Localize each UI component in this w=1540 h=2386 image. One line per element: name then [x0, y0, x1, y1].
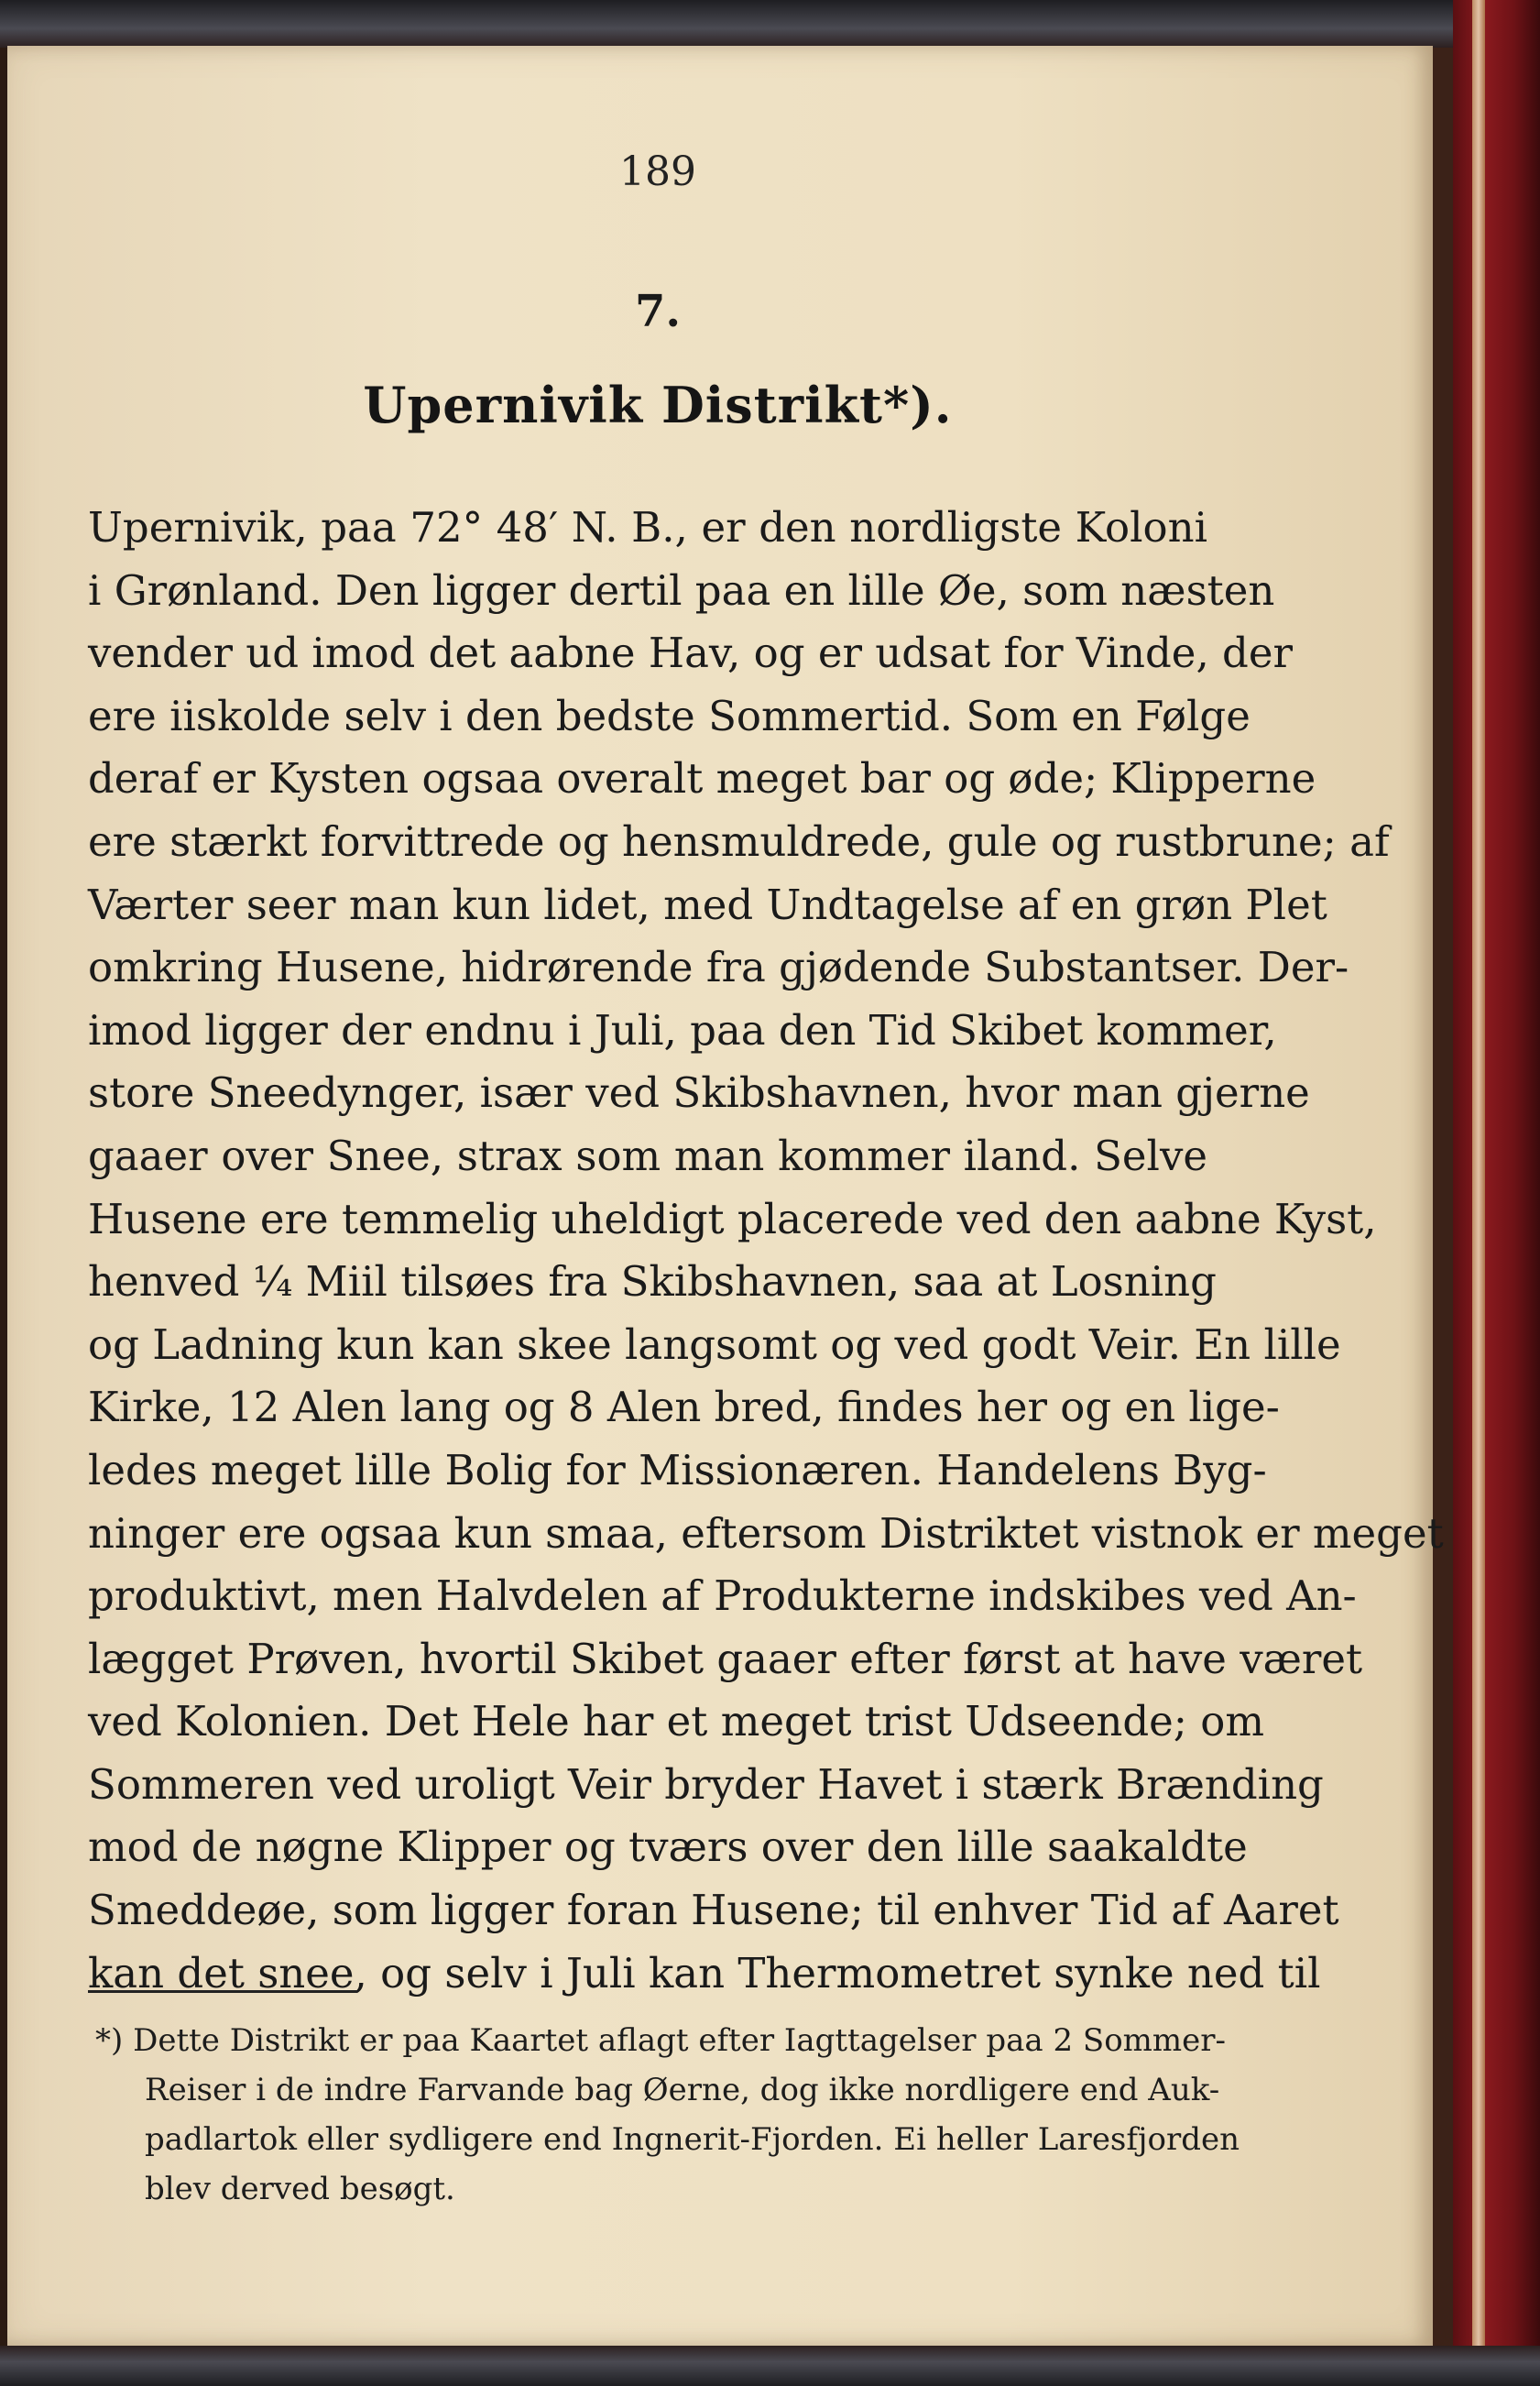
- page-number: 189: [619, 148, 696, 195]
- body-line: kan det snee, og selv i Juli kan Thermometret synke ned til: [88, 1948, 1321, 1997]
- body-line: ved Kolonien. Det Hele har et meget trist Udseende; om: [88, 1697, 1265, 1746]
- body-line: og Ladning kun kan skee langsomt og ved godt Veir. En lille: [88, 1319, 1341, 1369]
- body-line: gaaer over Snee, strax som man kommer iland. Selve: [88, 1131, 1207, 1180]
- section-number: 7.: [634, 286, 682, 337]
- book-page: [7, 46, 1444, 2346]
- body-line: deraf er Kysten ogsaa overalt meget bar og øde; Klipperne: [88, 754, 1316, 804]
- body-line: mod de nøgne Klipper og tværs over den lille saakaldte: [88, 1822, 1248, 1872]
- body-line: Kirke, 12 Alen lang og 8 Alen bred, findes her og en lige-: [88, 1383, 1280, 1432]
- body-text: [88, 497, 1444, 2005]
- footnote-line: *) Dette Distrikt er paa Kaartet aflagt efter Iagttagelser paa 2 Sommer-: [95, 2022, 1227, 2059]
- body-line: store Sneedynger, især ved Skibshavnen, hvor man gjerne: [88, 1068, 1310, 1118]
- body-line: Værter seer man kun lidet, med Undtagelse af en grøn Plet: [88, 880, 1327, 929]
- page-block-edge: [1472, 0, 1485, 2386]
- body-line: omkring Husene, hidrørende fra gjødende Substantser. Der-: [88, 943, 1349, 992]
- body-line: ninger ere ogsaa kun smaa, eftersom Distriktet vistnok er meget: [88, 1508, 1444, 1558]
- body-line: ere iiskolde selv i den bedste Sommertid. Som en Følge: [88, 691, 1251, 740]
- body-line: ledes meget lille Bolig for Missionæren. Handelens Byg-: [88, 1445, 1267, 1494]
- footnote-line: Reiser i de indre Farvande bag Øerne, dog ikke nordligere end Auk-: [145, 2072, 1220, 2108]
- book-cover: [1453, 0, 1540, 2386]
- body-line: henved ¼ Miil tilsøes fra Skibshavnen, saa at Losning: [88, 1257, 1217, 1307]
- body-line: Sommeren ved uroligt Veir bryder Havet i stærk Brænding: [88, 1759, 1324, 1809]
- body-line: produktivt, men Halvdelen af Produkterne indskibes ved An-: [88, 1571, 1357, 1621]
- footnote: [95, 2016, 1240, 2214]
- body-line: ere stærkt forvittrede og hensmuldrede, gule og rustbrune; af: [88, 816, 1390, 866]
- body-line: Upernivik, paa 72° 48′ N. B., er den nordligste Koloni: [88, 503, 1207, 552]
- scan-top-strip: [0, 0, 1540, 48]
- body-line: lægget Prøven, hvortil Skibet gaaer efter først at have været: [88, 1634, 1363, 1683]
- body-line: Husene ere temmelig uheldigt placerede ved den aabne Kyst,: [88, 1194, 1377, 1243]
- body-line: vender ud imod det aabne Hav, og er udsat for Vinde, der: [88, 629, 1293, 678]
- body-line: imod ligger der endnu i Juli, paa den Tid Skibet kommer,: [88, 1005, 1277, 1055]
- body-line: i Grønland. Den ligger dertil paa en lille Øe, som næsten: [88, 565, 1275, 615]
- section-title: Upernivik Distrikt*).: [363, 376, 953, 434]
- body-line: Smeddeøe, som ligger foran Husene; til enhver Tid af Aaret: [88, 1886, 1339, 1935]
- footnote-line: blev derved besøgt.: [145, 2171, 455, 2207]
- scan-bottom-strip: [0, 2346, 1540, 2386]
- footnote-rule: [88, 1990, 357, 1993]
- footnote-line: padlartok eller sydligere end Ingnerit-Fjorden. Ei heller Laresfjorden: [145, 2121, 1240, 2158]
